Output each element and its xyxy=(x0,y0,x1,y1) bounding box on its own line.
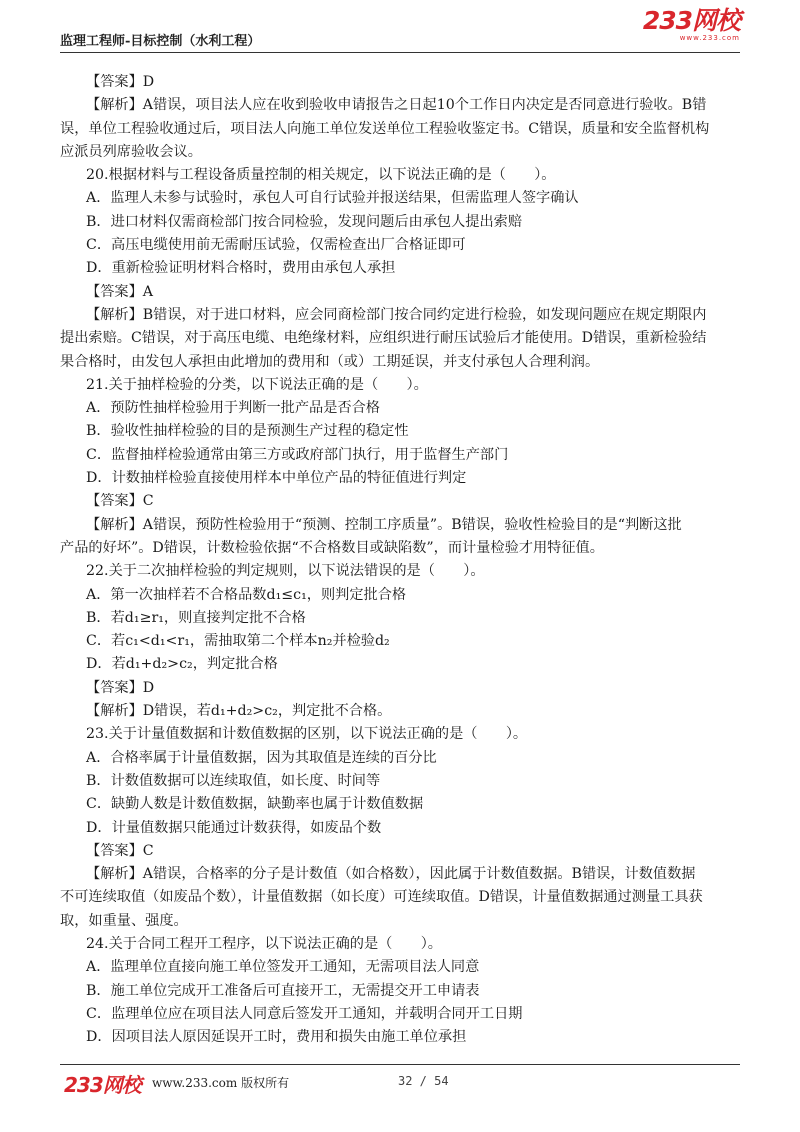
option-line: D．计量值数据只能通过计数获得，如废品个数 xyxy=(86,819,382,836)
text-line: 误，单位工程验收通过后，项目法人向施工单位发送单位工程验收鉴定书。C错误，质量和安全监督机构 xyxy=(60,120,710,137)
text-line: 【解析】B错误，对于进口材料，应会同商检部门按合同约定进行检验，如发现问题应在规定期限内 xyxy=(86,306,707,323)
option-line: C．监理单位应在项目法人同意后签发开工通知，并载明合同开工日期 xyxy=(86,1005,523,1022)
option-line: A．监理单位直接向施工单位签发开工通知，无需项目法人同意 xyxy=(86,959,480,976)
text-line: 产品的好坏”。D错误，计数检验依据“不合格数目或缺陷数”，而计量检验才用特征值。 xyxy=(60,539,604,556)
text-line: 【答案】C xyxy=(86,493,154,510)
option-line: A．第一次抽样若不合格品数d₁≤c₁，则判定批合格 xyxy=(86,586,407,603)
page-header xyxy=(60,0,740,52)
option-line: A．监理人未参与试验时，承包人可自行试验并报送结果，但需监理人签字确认 xyxy=(86,190,579,207)
question-stem: 21.关于抽样检验的分类，以下说法正确的是（ ）。 xyxy=(86,376,428,393)
text-line: 不可连续取值（如废品个数），计量值数据（如长度）可连续取值。D错误，计量值数据通过测量工具获 xyxy=(60,889,703,906)
option-line: D．计数抽样检验直接使用样本中单位产品的特征值进行判定 xyxy=(86,470,467,487)
text-line: 【解析】D错误，若d₁+d₂>c₂，判定批不合格。 xyxy=(86,703,392,720)
copyright-text: www.233.com 版权所有 xyxy=(152,1076,290,1090)
brand-logo xyxy=(630,8,740,48)
option-line: A．预防性抽样检验用于判断一批产品是否合格 xyxy=(86,400,380,417)
text-line: 【答案】D xyxy=(86,74,155,90)
option-line: B．计数值数据可以连续取值，如长度、时间等 xyxy=(86,772,381,789)
footer-divider xyxy=(60,1064,740,1065)
page-footer xyxy=(60,1070,740,1096)
footer-logo: 233网校 xyxy=(64,1073,141,1097)
text-line: 取，如重量、强度。 xyxy=(60,912,188,929)
text-line: 【答案】A xyxy=(86,283,153,300)
question-stem: 23.关于计量值数据和计数值数据的区别，以下说法正确的是（ ）。 xyxy=(86,726,528,743)
text-line: 应派员列席验收会议。 xyxy=(60,143,202,160)
option-line: B．施工单位完成开工准备后可直接开工，无需提交开工申请表 xyxy=(86,982,480,999)
question-stem: 20.根据材料与工程设备质量控制的相关规定，以下说法正确的是（ ）。 xyxy=(86,167,556,184)
header-divider xyxy=(60,52,740,53)
text-line: 果合格时，由发包人承担由此增加的费用和（或）工期延误，并支付承包人合理利润。 xyxy=(60,353,600,370)
text-line: 提出索赔。C错误，对于高压电缆、电绝缘材料，应组织进行耐压试验后才能使用。D错误，重新检验结 xyxy=(60,330,707,347)
text-line: 【解析】A错误，预防性检验用于“预测、控制工序质量”。B错误，验收性检验目的是“判断这批 xyxy=(86,516,682,533)
document-body xyxy=(60,71,746,1049)
option-line: C．缺勤人数是计数值数据，缺勤率也属于计数值数据 xyxy=(86,796,424,813)
question-stem: 22.关于二次抽样检验的判定规则，以下说法错误的是（ ）。 xyxy=(86,563,485,580)
option-line: B．进口材料仅需商检部门按合同检验，发现问题后由承包人提出索赔 xyxy=(86,213,523,230)
option-line: C．高压电缆使用前无需耐压试验，仅需检查出厂合格证即可 xyxy=(86,237,466,254)
document-title: 监理工程师-目标控制（水利工程） xyxy=(60,34,261,49)
option-line: D．重新检验证明材料合格时，费用由承包人承担 xyxy=(86,260,396,277)
option-line: D．因项目法人原因延误开工时，费用和损失由施工单位承担 xyxy=(86,1029,467,1046)
option-line: A．合格率属于计量值数据，因为其取值是连续的百分比 xyxy=(86,749,437,766)
page-number: 32 / 54 xyxy=(398,1074,449,1088)
brand-logo-mark: 233网校 xyxy=(642,6,740,35)
text-line: 【答案】D xyxy=(86,679,155,696)
text-line: 【答案】C xyxy=(86,842,154,859)
option-line: C．若c₁<d₁<r₁，需抽取第二个样本n₂并检验d₂ xyxy=(86,633,390,650)
text-line: 【解析】A错误，合格率的分子是计数值（如合格数），因此属于计数值数据。B错误，计数值数据 xyxy=(86,866,696,883)
option-line: B．若d₁≥r₁，则直接判定批不合格 xyxy=(86,609,306,626)
option-line: D．若d₁+d₂>c₂，判定批合格 xyxy=(86,656,278,673)
option-line: B．验收性抽样检验的目的是预测生产过程的稳定性 xyxy=(86,423,409,440)
brand-logo-url: www.233.com xyxy=(679,34,740,42)
option-line: C．监督抽样检验通常由第三方或政府部门执行，用于监督生产部门 xyxy=(86,446,509,463)
text-line: 【解析】A错误，项目法人应在收到验收申请报告之日起10个工作日内决定是否同意进行验收。B错 xyxy=(86,97,707,114)
question-stem: 24.关于合同工程开工程序，以下说法正确的是（ ）。 xyxy=(86,935,442,952)
